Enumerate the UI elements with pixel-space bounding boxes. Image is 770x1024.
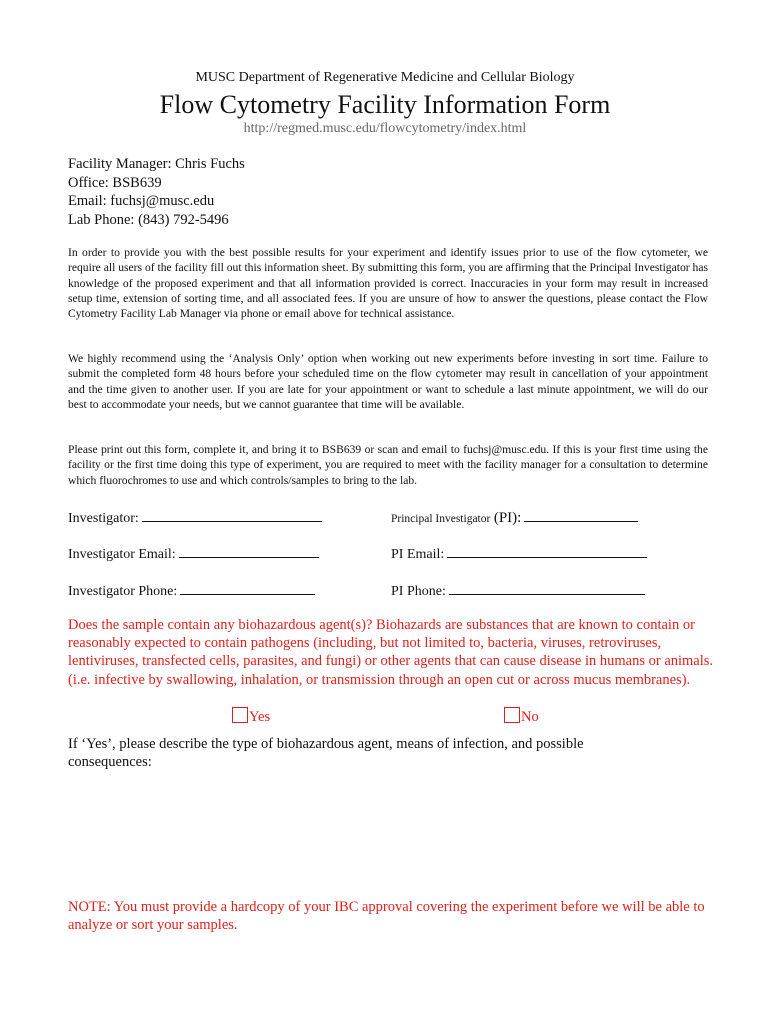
investigator-label: Investigator: bbox=[68, 511, 139, 526]
facility-manager: Facility Manager: Chris Fuchs bbox=[68, 156, 245, 172]
investigator-input[interactable] bbox=[142, 509, 322, 522]
pi-email-field bbox=[391, 545, 647, 563]
facility-url[interactable]: http://regmed.musc.edu/flowcytometry/index.html bbox=[243, 121, 527, 136]
intro-paragraph: In order to provide you with the best possible results for your experiment and identify issues prior to use of the flow cytometer, we require all users of the facility fill out this information sheet. By submitting this form, you are affirming that the Principal Investigator has knowledge of the proposed experiment and that all information provided is correct. Inaccuracies in your form may result in increased setup time, extension of sorting time, and all associated fees. If you are unsure of how to answer the questions, please contact the Flow Cytometry Facility Lab Manager via phone or email above for technical assistance. bbox=[68, 246, 708, 321]
no-checkbox-option[interactable] bbox=[504, 707, 539, 726]
pi-label: Principal Investigator bbox=[391, 513, 491, 525]
investigator-phone-label: Investigator Phone: bbox=[68, 584, 178, 599]
investigator-phone-input[interactable] bbox=[180, 582, 315, 595]
investigator-field bbox=[68, 509, 322, 527]
biohazard-question: Does the sample contain any biohazardous agent(s)? Biohazards are substances that are known to contain or reasonably expected to contain pathogens (including, but not limited to, bacteria, viruses, retroviruses, lentiviruses, transfected cells, parasites, and fungi) or other agents that can cause disease in humans or animals. (i.e. infective by swallowing, inhalation, or transmission through an open cut or across mucus membranes). bbox=[68, 617, 714, 688]
pi-field bbox=[391, 509, 638, 527]
ibc-note: NOTE: You must provide a hardcopy of your IBC approval covering the experiment before we will be able to analyze or sort your samples. bbox=[68, 899, 705, 934]
no-label: No bbox=[521, 709, 539, 725]
investigator-email-input[interactable] bbox=[179, 545, 319, 558]
department-name: MUSC Department of Regenerative Medicine and Cellular Biology bbox=[195, 70, 575, 85]
biohazard-description-prompt: If ‘Yes’, please describe the type of biohazardous agent, means of infection, and possible consequences: bbox=[68, 736, 584, 771]
yes-checkbox-option[interactable] bbox=[232, 707, 270, 726]
pi-phone-label: PI Phone: bbox=[391, 584, 446, 599]
investigator-email-field bbox=[68, 545, 319, 563]
pi-phone-field bbox=[391, 582, 645, 600]
yes-checkbox[interactable] bbox=[232, 707, 248, 723]
instructions-paragraph: Please print out this form, complete it, and bring it to BSB639 or scan and email to fuchsj@musc.edu. If this is your first time using the facility or the first time doing this type of experiment, you are required to meet with the facility manager for a consultation to determine which fluorochromes to use and which controls/samples to bring to the lab. bbox=[68, 443, 708, 487]
pi-input[interactable] bbox=[524, 509, 638, 522]
pi-email-input[interactable] bbox=[447, 545, 647, 558]
pi-phone-input[interactable] bbox=[449, 582, 645, 595]
yes-label: Yes bbox=[249, 709, 271, 725]
pi-label-suffix: (PI): bbox=[493, 510, 522, 526]
analysis-paragraph: We highly recommend using the ‘Analysis Only’ option when working out new experiments before investing in sort time. Failure to submit the completed form 48 hours before your scheduled time on the flow cytometer may result in cancellation of your appointment and the time given to another user. If you are late for your appointment or want to schedule a last minute appointment, we will do our best to accommodate your needs, but we cannot guarantee that time will be available. bbox=[68, 352, 708, 411]
contact-email: Email: fuchsj@musc.edu bbox=[68, 193, 215, 209]
lab-phone: Lab Phone: (843) 792-5496 bbox=[68, 211, 229, 228]
contact-block bbox=[68, 155, 245, 229]
investigator-phone-field bbox=[68, 582, 315, 600]
office: Office: BSB639 bbox=[68, 174, 162, 191]
pi-email-label: PI Email: bbox=[391, 547, 445, 562]
no-checkbox[interactable] bbox=[504, 707, 520, 723]
investigator-email-label: Investigator Email: bbox=[68, 547, 176, 562]
form-title: Flow Cytometry Facility Information Form bbox=[159, 90, 611, 119]
